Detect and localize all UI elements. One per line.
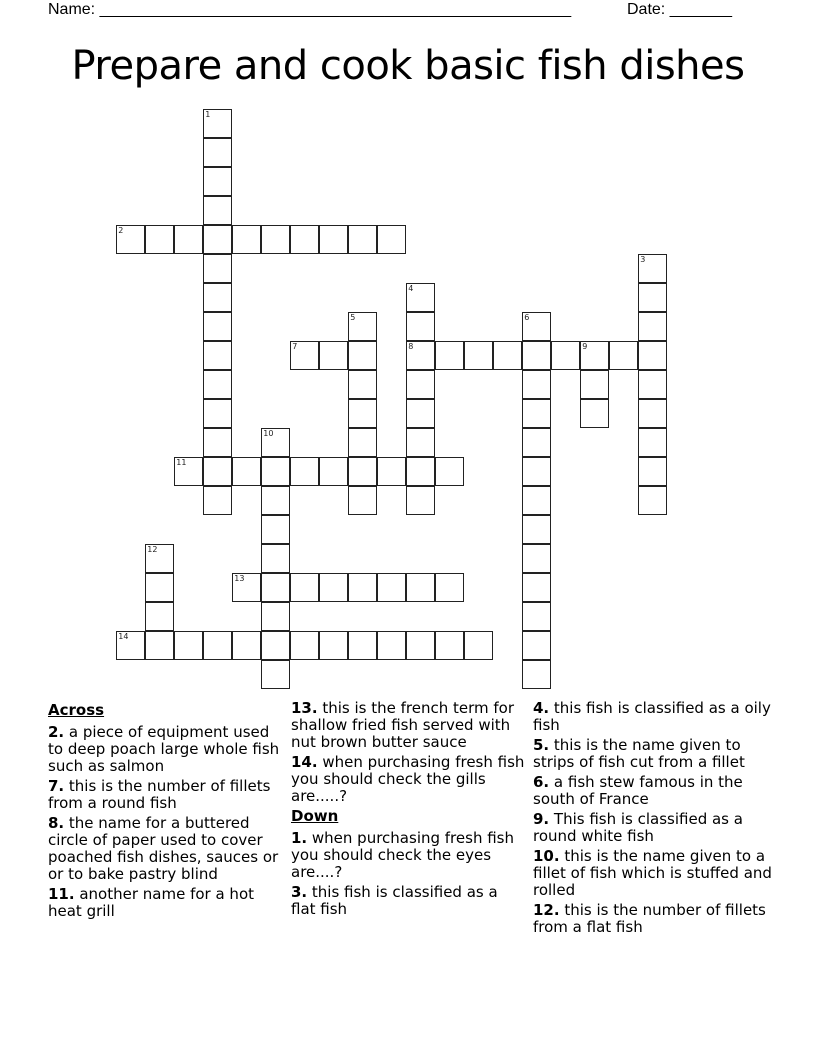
grid-cell[interactable] — [638, 486, 667, 515]
clue-text: another name for a hot heat grill — [48, 885, 254, 920]
name-field[interactable]: Name: _____________________________________________________ — [48, 1, 572, 18]
down-heading: Down — [291, 807, 339, 825]
grid-cell[interactable] — [406, 457, 435, 486]
grid-cell[interactable] — [522, 341, 551, 370]
grid-cell[interactable] — [145, 544, 174, 573]
clue-text: this is the number of fillets from a round fish — [48, 777, 271, 812]
clue-across-7 — [48, 778, 283, 812]
cell-number: 8 — [408, 342, 414, 352]
grid-cell[interactable] — [435, 631, 464, 660]
grid-cell[interactable] — [522, 370, 551, 399]
cell-number: 11 — [176, 458, 187, 468]
grid-cell[interactable] — [203, 457, 232, 486]
clues-column-3 — [533, 700, 773, 939]
grid-cell[interactable] — [203, 225, 232, 254]
clue-down-1 — [291, 830, 526, 881]
grid-cell[interactable] — [406, 573, 435, 602]
clue-number: 3. — [291, 883, 308, 901]
grid-cell[interactable] — [638, 370, 667, 399]
cell-number: 12 — [147, 545, 158, 555]
grid-cell[interactable] — [261, 631, 290, 660]
date-field[interactable]: Date: _______ — [627, 1, 732, 18]
grid-cell[interactable] — [522, 660, 551, 689]
grid-cell[interactable] — [638, 254, 667, 283]
grid-cell[interactable] — [145, 602, 174, 631]
grid-cell[interactable] — [464, 341, 493, 370]
clue-number: 11. — [48, 885, 75, 903]
clue-down-3 — [291, 884, 526, 918]
cell-number: 3 — [640, 255, 646, 265]
grid-cell[interactable] — [493, 341, 522, 370]
clue-number: 14. — [291, 753, 318, 771]
grid-cell[interactable] — [203, 167, 232, 196]
clue-text: when purchasing fresh fish you should check the eyes are....? — [291, 829, 514, 881]
grid-cell[interactable] — [406, 399, 435, 428]
grid-cell[interactable] — [348, 399, 377, 428]
grid-cell[interactable] — [290, 225, 319, 254]
grid-cell[interactable] — [174, 457, 203, 486]
grid-cell[interactable] — [522, 457, 551, 486]
clue-text: this is the french term for shallow fried fish served with nut brown butter sauce — [291, 699, 515, 751]
grid-cell[interactable] — [580, 370, 609, 399]
grid-cell[interactable] — [638, 312, 667, 341]
cell-number: 5 — [350, 313, 356, 323]
grid-cell[interactable] — [406, 631, 435, 660]
grid-cell[interactable] — [348, 312, 377, 341]
grid-cell[interactable] — [203, 196, 232, 225]
clue-across-11 — [48, 886, 283, 920]
grid-cell[interactable] — [261, 225, 290, 254]
grid-cell[interactable] — [203, 138, 232, 167]
clue-number: 7. — [48, 777, 65, 795]
clue-number: 4. — [533, 699, 550, 717]
grid-cell[interactable] — [435, 457, 464, 486]
clue-number: 2. — [48, 723, 65, 741]
grid-cell[interactable] — [580, 399, 609, 428]
grid-cell[interactable] — [261, 515, 290, 544]
clue-across-13 — [291, 700, 526, 751]
clues-column-2 — [291, 700, 526, 921]
grid-cell[interactable] — [319, 225, 348, 254]
clue-number: 5. — [533, 736, 550, 754]
grid-cell[interactable] — [464, 631, 493, 660]
grid-cell[interactable] — [290, 631, 319, 660]
grid-cell[interactable] — [203, 254, 232, 283]
cell-number: 14 — [118, 632, 129, 642]
clue-number: 13. — [291, 699, 318, 717]
grid-cell[interactable] — [203, 428, 232, 457]
grid-cell[interactable] — [261, 573, 290, 602]
grid-cell[interactable] — [174, 631, 203, 660]
grid-cell[interactable] — [638, 457, 667, 486]
grid-cell[interactable] — [551, 341, 580, 370]
clue-text: a piece of equipment used to deep poach large whole fish such as salmon — [48, 723, 280, 775]
clue-number: 12. — [533, 901, 560, 919]
grid-cell[interactable] — [203, 283, 232, 312]
grid-cell[interactable] — [319, 341, 348, 370]
clue-text: This fish is classified as a round white fish — [533, 810, 743, 845]
clues-column-1 — [48, 700, 283, 923]
grid-cell[interactable] — [261, 602, 290, 631]
cell-number: 9 — [582, 342, 588, 352]
clue-across-14 — [291, 754, 526, 805]
cell-number: 6 — [524, 313, 530, 323]
grid-cell[interactable] — [406, 283, 435, 312]
cell-number: 10 — [263, 429, 274, 439]
across-heading: Across — [48, 701, 105, 719]
cell-number: 4 — [408, 284, 414, 294]
grid-cell[interactable] — [406, 341, 435, 370]
grid-cell[interactable] — [435, 573, 464, 602]
clue-number: 9. — [533, 810, 550, 828]
grid-cell[interactable] — [116, 631, 145, 660]
grid-cell[interactable] — [232, 631, 261, 660]
clue-down-12 — [533, 902, 773, 936]
crossword-grid — [117, 110, 677, 695]
cell-number: 2 — [118, 226, 124, 236]
grid-cell[interactable] — [116, 225, 145, 254]
grid-cell[interactable] — [319, 573, 348, 602]
cell-number: 7 — [292, 342, 298, 352]
grid-cell[interactable] — [232, 573, 261, 602]
grid-cell[interactable] — [348, 631, 377, 660]
grid-cell[interactable] — [261, 660, 290, 689]
grid-cell[interactable] — [377, 573, 406, 602]
grid-cell[interactable] — [348, 341, 377, 370]
grid-cell[interactable] — [638, 399, 667, 428]
grid-cell[interactable] — [348, 457, 377, 486]
clue-across-2 — [48, 724, 283, 775]
clue-number: 8. — [48, 814, 65, 832]
grid-cell[interactable] — [638, 428, 667, 457]
grid-cell[interactable] — [522, 602, 551, 631]
grid-cell[interactable] — [522, 573, 551, 602]
clue-text: this is the name given to strips of fish cut from a fillet — [533, 736, 745, 771]
grid-cell[interactable] — [522, 312, 551, 341]
grid-cell[interactable] — [290, 457, 319, 486]
grid-cell[interactable] — [522, 631, 551, 660]
grid-cell[interactable] — [203, 399, 232, 428]
clue-text: this is the name given to a fillet of fish which is stuffed and rolled — [533, 847, 772, 899]
grid-cell[interactable] — [522, 399, 551, 428]
grid-cell[interactable] — [348, 370, 377, 399]
grid-cell[interactable] — [435, 341, 464, 370]
grid-cell[interactable] — [377, 631, 406, 660]
grid-cell[interactable] — [145, 225, 174, 254]
grid-cell[interactable] — [638, 283, 667, 312]
grid-cell[interactable] — [522, 428, 551, 457]
grid-cell[interactable] — [522, 515, 551, 544]
grid-cell[interactable] — [348, 428, 377, 457]
grid-cell[interactable] — [145, 631, 174, 660]
grid-cell[interactable] — [232, 225, 261, 254]
grid-cell[interactable] — [290, 341, 319, 370]
grid-cell[interactable] — [261, 544, 290, 573]
grid-cell[interactable] — [406, 428, 435, 457]
grid-cell[interactable] — [319, 631, 348, 660]
grid-cell[interactable] — [319, 457, 348, 486]
cell-number: 1 — [205, 110, 211, 120]
grid-cell[interactable] — [406, 312, 435, 341]
grid-cell[interactable] — [232, 457, 261, 486]
grid-cell[interactable] — [522, 544, 551, 573]
clue-text: this is the number of fillets from a flat fish — [533, 901, 766, 936]
grid-cell[interactable] — [261, 428, 290, 457]
grid-cell[interactable] — [203, 486, 232, 515]
grid-cell[interactable] — [406, 486, 435, 515]
clue-text: the name for a buttered circle of paper used to cover poached fish dishes, sauces or or to bake pastry blind — [48, 814, 279, 883]
clue-number: 6. — [533, 773, 550, 791]
grid-cell[interactable] — [261, 457, 290, 486]
clue-down-10 — [533, 848, 773, 899]
grid-cell[interactable] — [290, 573, 319, 602]
grid-cell[interactable] — [203, 631, 232, 660]
clue-text: this fish is classified as a oily fish — [533, 699, 771, 734]
clue-text: this fish is classified as a flat fish — [291, 883, 498, 918]
grid-cell[interactable] — [348, 573, 377, 602]
grid-cell[interactable] — [174, 225, 203, 254]
clue-number: 1. — [291, 829, 308, 847]
clue-down-4 — [533, 700, 773, 734]
grid-cell[interactable] — [145, 573, 174, 602]
clue-text: a fish stew famous in the south of France — [533, 773, 743, 808]
clue-down-5 — [533, 737, 773, 771]
grid-cell[interactable] — [348, 486, 377, 515]
clue-number: 10. — [533, 847, 560, 865]
grid-cell[interactable] — [580, 341, 609, 370]
page-title: Prepare and cook basic fish dishes — [71, 43, 745, 89]
grid-cell[interactable] — [348, 225, 377, 254]
clue-across-8 — [48, 815, 283, 883]
grid-cell[interactable] — [609, 341, 638, 370]
clue-down-9 — [533, 811, 773, 845]
grid-cell[interactable] — [203, 109, 232, 138]
grid-cell[interactable] — [638, 341, 667, 370]
clue-text: when purchasing fresh fish you should check the gills are.....? — [291, 753, 525, 805]
grid-cell[interactable] — [377, 457, 406, 486]
grid-cell[interactable] — [203, 341, 232, 370]
grid-cell[interactable] — [203, 370, 232, 399]
grid-cell[interactable] — [406, 370, 435, 399]
grid-cell[interactable] — [377, 225, 406, 254]
clue-down-6 — [533, 774, 773, 808]
grid-cell[interactable] — [203, 312, 232, 341]
grid-cell[interactable] — [261, 486, 290, 515]
grid-cell[interactable] — [522, 486, 551, 515]
cell-number: 13 — [234, 574, 245, 584]
